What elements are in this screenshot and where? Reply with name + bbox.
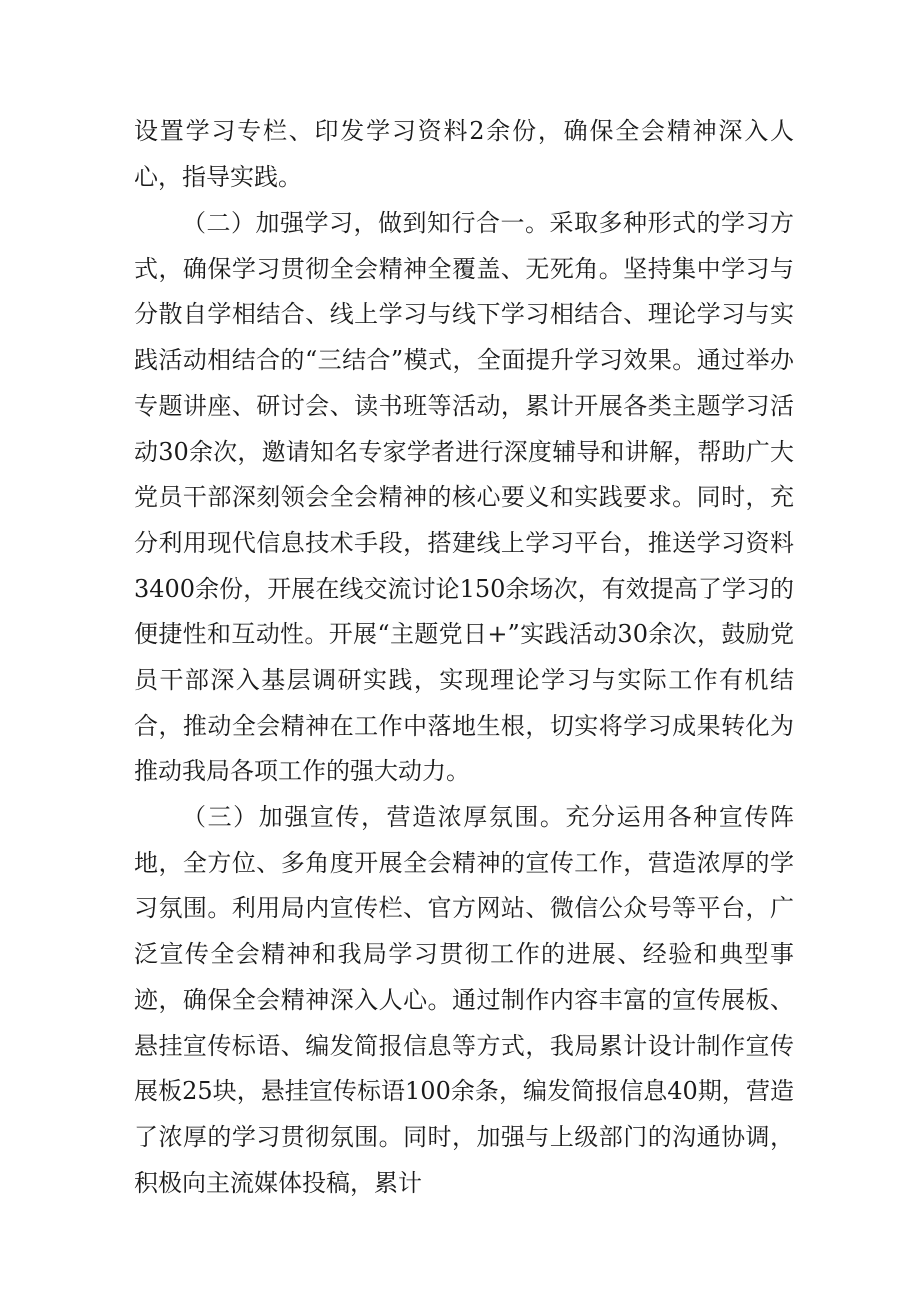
paragraph-strengthen-learning: （二）加强学习，做到知行合一。采取多种形式的学习方式，确保学习贯彻全会精神全覆盖、无死角。坚持集中学习与分散自学相结合、线上学习与线下学习相结合、理论学习与实践活动相结合的“三结合”模式，全面提升学习效果。通过举办专题讲座、研讨会、读书班等活动，累计开展各类主题学习活动30余次，邀请知名专家学者进行深度辅导和讲解，帮助广大党员干部深刻领会全会精神的核心要义和实践要求。同时，充分利用现代信息技术手段，搭建线上学习平台，推送学习资料3400余份，开展在线交流讨论150余场次，有效提高了学习的便捷性和互动性。开展“主题党日+”实践活动30余次，鼓励党员干部深入基层调研实践，实现理论学习与实际工作有机结合，推动全会精神在工作中落地生根，切实将学习成果转化为推动我局各项工作的强大动力。 <box>134 209 794 786</box>
paragraph-strengthen-publicity: （三）加强宣传，营造浓厚氛围。充分运用各种宣传阵地，全方位、多角度开展全会精神的宣传工作，营造浓厚的学习氛围。利用局内宣传栏、官方网站、微信公众号等平台，广泛宣传全会精神和我局学习贯彻工作的进展、经验和典型事迹，确保全会精神深入人心。通过制作内容丰富的宣传展板、悬挂宣传标语、编发简报信息等方式，我局累计设计制作宣传展板25块，悬挂宣传标语100余条，编发简报信息40期，营造了浓厚的学习贯彻氛围。同时，加强与上级部门的沟通协调，积极向主流媒体投稿，累计 <box>134 803 794 1197</box>
paragraph-continuation: 设置学习专栏、印发学习资料2余份，确保全会精神深入人心，指导实践。 <box>134 117 794 191</box>
